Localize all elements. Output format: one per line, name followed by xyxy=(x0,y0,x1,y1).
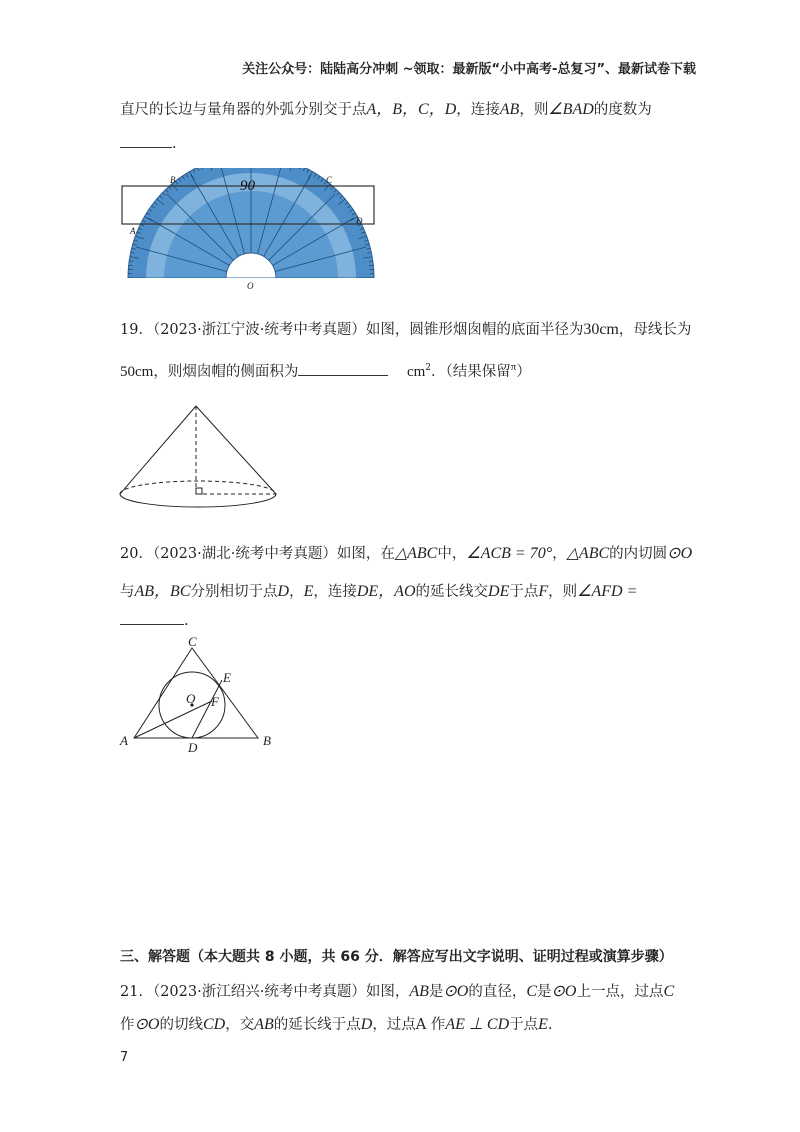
q21-text: 的延长线于点 xyxy=(273,1017,361,1033)
q20-answer-line xyxy=(120,612,189,629)
q20-text: 的延长线交 xyxy=(415,584,489,600)
q19-unit-sup: 2 xyxy=(425,363,431,374)
page-number: 7 xyxy=(120,1050,129,1065)
q20-point-f: F xyxy=(538,583,549,600)
q20-text: ，连接 xyxy=(313,584,357,600)
q21-point-c: C xyxy=(663,983,675,1000)
q20-triangle: △ABC xyxy=(394,545,438,562)
answer-blank xyxy=(120,612,184,625)
q20-source: （2023·湖北·统考中考真题） xyxy=(152,546,337,562)
q21-end: . xyxy=(547,1017,553,1033)
q20-number: 20． xyxy=(120,546,153,562)
q21-point-e: E xyxy=(538,1016,548,1033)
segment-de xyxy=(192,680,222,738)
label-C: C xyxy=(188,634,197,649)
q19-line2 xyxy=(120,360,531,381)
q19-source: （2023·浙江宁波·统考中考真题） xyxy=(152,322,366,338)
q21-ab: AB xyxy=(254,1016,274,1033)
q21-circle: ⊙O xyxy=(134,1016,160,1033)
q18-ab: AB xyxy=(499,101,520,118)
q18-angle: ∠BAD xyxy=(548,101,594,118)
cone-left-slant xyxy=(120,406,196,494)
right-angle-mark xyxy=(196,488,202,494)
q21-line1 xyxy=(120,980,674,1001)
q21-source: （2023·浙江绍兴·统考中考真题） xyxy=(152,984,366,1000)
q18-points: A，B，C，D xyxy=(366,101,457,118)
label-C: C xyxy=(326,175,333,185)
q18-text: 直尺的长边与量角器的外弧分别交于点 xyxy=(120,102,367,118)
q20-text4: 的内切圆 xyxy=(609,546,668,562)
q21-text: 如图， xyxy=(365,984,410,1000)
triangle-abc xyxy=(134,648,258,738)
q20-text: 分别相切于点 xyxy=(190,584,278,600)
label-E: E xyxy=(223,670,231,685)
q20-text: ，则 xyxy=(548,584,578,600)
q20-line2 xyxy=(120,578,637,601)
q19-line1 xyxy=(120,318,691,339)
answer-blank xyxy=(298,363,388,376)
q21-text: 是 xyxy=(428,984,444,1000)
q20-text1: 如图，在 xyxy=(336,546,395,562)
q21-text: ，过点A 作 xyxy=(372,1017,446,1033)
label-B: B xyxy=(263,733,271,748)
q21-cd: CD xyxy=(202,1016,226,1033)
q21-point-d: D xyxy=(360,1016,373,1033)
cone-base-front xyxy=(120,494,276,507)
q20-de: DE xyxy=(488,583,510,600)
protractor-figure xyxy=(116,168,386,293)
section-title: 三、解答题（本大题共 8 小题，共 66 分．解答应写出文字说明、证明过程或演算步骤） xyxy=(120,949,673,965)
q19-unit: cm xyxy=(406,364,426,380)
q19-text4: ．（结果保留 xyxy=(431,364,511,380)
q21-text: ，交 xyxy=(225,1017,255,1033)
q20-afd: ∠AFD = xyxy=(577,583,638,600)
label-B: B xyxy=(170,175,176,185)
q21-perp: AE ⊥ CD xyxy=(445,1016,510,1033)
q20-text: ， xyxy=(289,584,304,600)
q20-sides: AB，BC xyxy=(134,583,191,600)
q19-radius: 30cm xyxy=(583,321,619,338)
q18-end: . xyxy=(172,136,177,152)
q20-angle: ∠ACB = 70° xyxy=(466,545,553,562)
label-90: 90 xyxy=(240,178,255,194)
q20-text3: ， xyxy=(552,546,567,562)
label-O: O xyxy=(186,691,196,706)
q20-line1 xyxy=(120,542,692,563)
q18-text-d: 的度数为 xyxy=(593,102,652,118)
q20-text: 于点 xyxy=(509,584,539,600)
q21-number: 21． xyxy=(120,984,153,1000)
q20-point-d: D xyxy=(277,583,290,600)
q21-circle: ⊙O xyxy=(443,983,469,1000)
label-O: O xyxy=(247,281,254,291)
q21-text: 的直径， xyxy=(468,984,527,1000)
q18-answer-line xyxy=(120,135,177,152)
q21-circle: ⊙O xyxy=(551,983,577,1000)
q21-ab: AB xyxy=(409,983,429,1000)
q21-point-c: C xyxy=(526,983,538,1000)
q19-text3: ，则烟囱帽的侧面积为 xyxy=(153,364,299,380)
q21-text: 作 xyxy=(120,1017,135,1033)
q19-number: 19． xyxy=(120,322,153,338)
q19-text2: ，母线长为 xyxy=(618,322,692,338)
label-A: A xyxy=(120,733,128,748)
triangle-incircle-figure xyxy=(116,630,286,760)
q19-text5: ） xyxy=(516,364,531,380)
q20-triangle2: △ABC xyxy=(566,545,610,562)
q20-end: . xyxy=(184,613,189,629)
q21-text: 是 xyxy=(537,984,552,1000)
q21-line2 xyxy=(120,1013,553,1034)
q21-text: 于点 xyxy=(509,1017,539,1033)
q21-text: 上一点，过点 xyxy=(576,984,664,1000)
cone-right-slant xyxy=(196,406,276,494)
label-D: D xyxy=(188,740,198,755)
answer-blank xyxy=(120,135,172,148)
q20-de-ao: DE，AO xyxy=(356,583,416,600)
label-A: A xyxy=(130,226,136,236)
q20-text: 与 xyxy=(120,584,135,600)
q21-text: 的切线 xyxy=(159,1017,203,1033)
page-header: 关注公众号：陆陆高分冲刺 ~领取：最新版“小中高考-总复习”、最新试卷下载 xyxy=(242,62,696,77)
q19-pi: π xyxy=(510,361,517,374)
label-D: D xyxy=(356,216,363,226)
q18-text-b: ，连接 xyxy=(456,102,500,118)
q19-text1: 如图，圆锥形烟囱帽的底面半径为 xyxy=(365,322,584,338)
label-F: F xyxy=(211,694,219,709)
cone-figure xyxy=(116,402,286,524)
q18-line1 xyxy=(120,96,652,119)
q20-circle: ⊙O xyxy=(667,545,693,562)
q19-slant: 50cm xyxy=(120,364,154,380)
q20-text2: 中， xyxy=(437,546,467,562)
q20-point-e: E xyxy=(303,583,314,600)
q18-text-c: ，则 xyxy=(519,102,549,118)
